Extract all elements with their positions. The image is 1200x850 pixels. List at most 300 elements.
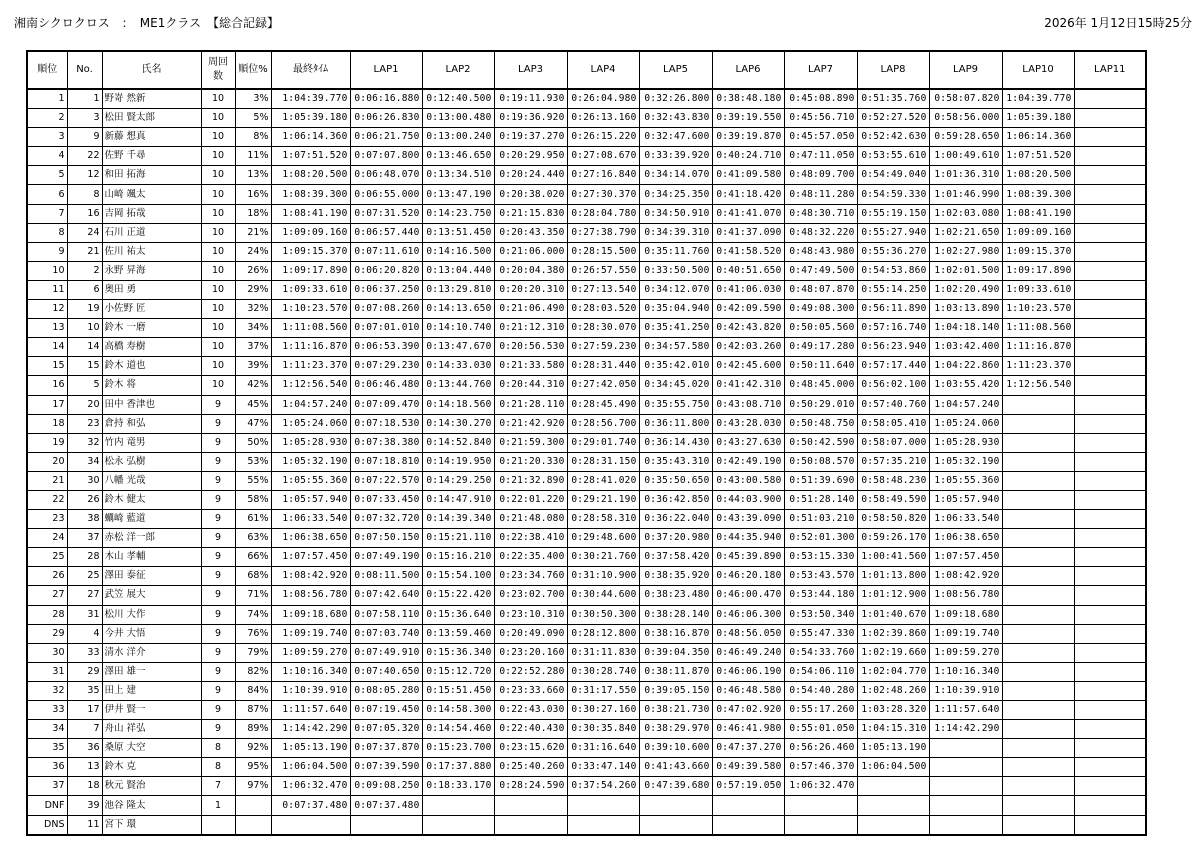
table-cell: 1:05:32.190 xyxy=(929,452,1002,471)
table-cell: 0:53:44.180 xyxy=(784,586,857,605)
table-cell: 0:55:47.330 xyxy=(784,624,857,643)
table-cell: 1:06:38.650 xyxy=(929,529,1002,548)
table-row xyxy=(27,204,1146,223)
table-cell: 0:21:20.330 xyxy=(494,452,567,471)
table-cell: 15 xyxy=(27,357,67,376)
table-cell xyxy=(1074,300,1146,319)
table-cell: 66% xyxy=(235,548,271,567)
table-cell: 8% xyxy=(235,128,271,147)
table-cell xyxy=(857,777,929,796)
table-cell: 0:53:15.330 xyxy=(784,548,857,567)
table-cell: 0:06:57.440 xyxy=(350,223,422,242)
table-cell: 95% xyxy=(235,758,271,777)
table-cell: 0:32:47.600 xyxy=(639,128,712,147)
table-cell: 9 xyxy=(201,529,235,548)
table-cell xyxy=(201,815,235,835)
table-cell: 0:25:40.260 xyxy=(494,758,567,777)
table-cell: 0:19:36.920 xyxy=(494,109,567,128)
table-cell: 0:14:16.500 xyxy=(422,242,494,261)
table-cell: 38 xyxy=(67,510,102,529)
table-cell: 澤田 雄一 xyxy=(102,662,201,681)
table-cell: 30 xyxy=(27,643,67,662)
table-cell xyxy=(1074,338,1146,357)
table-cell: 1 xyxy=(201,796,235,815)
table-row xyxy=(27,242,1146,261)
table-cell: 1:05:39.180 xyxy=(271,109,350,128)
table-cell: 0:31:16.640 xyxy=(567,739,639,758)
table-cell: 0:48:07.870 xyxy=(784,280,857,299)
table-cell: 1:10:16.340 xyxy=(271,662,350,681)
table-cell: 21% xyxy=(235,223,271,242)
table-cell: 1 xyxy=(67,89,102,109)
table-cell: 0:58:48.230 xyxy=(857,471,929,490)
table-cell xyxy=(1074,376,1146,395)
table-cell: 0:07:08.260 xyxy=(350,300,422,319)
table-cell: 0:29:01.740 xyxy=(567,433,639,452)
table-cell: 0:55:27.940 xyxy=(857,223,929,242)
table-cell: 1:05:24.060 xyxy=(929,414,1002,433)
table-cell: 0:38:16.870 xyxy=(639,624,712,643)
table-cell: 1:06:14.360 xyxy=(271,128,350,147)
table-cell: 松永 弘樹 xyxy=(102,452,201,471)
table-cell: 1:03:28.320 xyxy=(857,701,929,720)
table-cell: 0:52:01.300 xyxy=(784,529,857,548)
table-cell: 鈴木 一磨 xyxy=(102,319,201,338)
table-cell: 1:11:16.870 xyxy=(271,338,350,357)
table-cell xyxy=(1074,452,1146,471)
table-cell: 0:21:33.580 xyxy=(494,357,567,376)
table-cell xyxy=(1074,643,1146,662)
table-row xyxy=(27,147,1146,166)
table-row xyxy=(27,490,1146,509)
table-row xyxy=(27,433,1146,452)
table-cell: 16 xyxy=(67,204,102,223)
table-cell: 0:51:35.760 xyxy=(857,89,929,109)
table-cell: 0:58:07.820 xyxy=(929,89,1002,109)
table-cell: 0:56:02.100 xyxy=(857,376,929,395)
table-cell: 0:44:35.940 xyxy=(712,529,784,548)
table-cell: 1:03:42.400 xyxy=(929,338,1002,357)
table-cell: 4 xyxy=(27,147,67,166)
table-cell: 0:34:45.020 xyxy=(639,376,712,395)
table-cell: 0:07:22.570 xyxy=(350,471,422,490)
table-cell: 0:35:50.650 xyxy=(639,471,712,490)
table-cell: 0:55:36.270 xyxy=(857,242,929,261)
table-cell: 1:07:57.450 xyxy=(929,548,1002,567)
table-cell: 1:05:13.190 xyxy=(271,739,350,758)
column-header: 順位% xyxy=(235,51,271,89)
table-row xyxy=(27,681,1146,700)
table-cell: 0:07:49.910 xyxy=(350,643,422,662)
table-cell: 5 xyxy=(27,166,67,185)
table-cell: 0:31:17.550 xyxy=(567,681,639,700)
table-cell: 1:01:46.990 xyxy=(929,185,1002,204)
table-cell: 0:07:38.380 xyxy=(350,433,422,452)
table-cell: 0:30:28.740 xyxy=(567,662,639,681)
table-cell: 31 xyxy=(27,662,67,681)
table-cell: 0:13:44.760 xyxy=(422,376,494,395)
table-cell: 0:57:16.740 xyxy=(857,319,929,338)
table-cell xyxy=(567,815,639,835)
table-cell: 0:36:22.040 xyxy=(639,510,712,529)
table-cell xyxy=(235,815,271,835)
table-cell: 1 xyxy=(27,89,67,109)
table-cell: 桑原 大空 xyxy=(102,739,201,758)
table-cell: 0:42:09.590 xyxy=(712,300,784,319)
table-cell: 0:20:29.950 xyxy=(494,147,567,166)
table-cell: 0:46:41.980 xyxy=(712,720,784,739)
table-cell: 0:41:41.070 xyxy=(712,204,784,223)
table-cell: 1:02:04.770 xyxy=(857,662,929,681)
table-cell: 9 xyxy=(201,433,235,452)
column-header: LAP5 xyxy=(639,51,712,89)
column-header: LAP8 xyxy=(857,51,929,89)
table-cell: 9 xyxy=(201,471,235,490)
table-cell: 28 xyxy=(27,605,67,624)
table-cell: 10 xyxy=(27,261,67,280)
table-cell: 1:02:20.490 xyxy=(929,280,1002,299)
table-cell: 26 xyxy=(27,567,67,586)
table-cell: 0:07:18.530 xyxy=(350,414,422,433)
table-cell: 10 xyxy=(201,338,235,357)
table-cell: 1:01:12.900 xyxy=(857,586,929,605)
table-cell: 0:38:11.870 xyxy=(639,662,712,681)
table-cell: 11 xyxy=(27,280,67,299)
table-cell: 47% xyxy=(235,414,271,433)
column-header: LAP9 xyxy=(929,51,1002,89)
table-cell: 0:06:26.830 xyxy=(350,109,422,128)
table-row xyxy=(27,529,1146,548)
table-cell: 0:38:29.970 xyxy=(639,720,712,739)
table-cell: 32 xyxy=(27,681,67,700)
table-cell: 0:07:11.610 xyxy=(350,242,422,261)
table-cell: 0:34:57.580 xyxy=(639,338,712,357)
table-cell xyxy=(712,796,784,815)
table-cell: 6 xyxy=(67,280,102,299)
table-cell: 31 xyxy=(67,605,102,624)
table-cell xyxy=(1074,567,1146,586)
table-cell: 0:55:19.150 xyxy=(857,204,929,223)
table-cell: 0:45:39.890 xyxy=(712,548,784,567)
table-cell: 1:07:57.450 xyxy=(271,548,350,567)
table-cell: 0:21:59.300 xyxy=(494,433,567,452)
table-cell: 10 xyxy=(201,223,235,242)
table-cell xyxy=(1002,758,1074,777)
table-cell xyxy=(567,796,639,815)
table-cell: 0:42:45.600 xyxy=(712,357,784,376)
table-cell: 5 xyxy=(67,376,102,395)
table-cell: 11% xyxy=(235,147,271,166)
table-cell: 倉持 和弘 xyxy=(102,414,201,433)
table-cell: 9 xyxy=(201,586,235,605)
table-cell: 1:09:09.160 xyxy=(1002,223,1074,242)
table-cell xyxy=(1002,720,1074,739)
table-cell: 1:09:33.610 xyxy=(1002,280,1074,299)
table-cell: 0:23:34.760 xyxy=(494,567,567,586)
table-cell: 田上 建 xyxy=(102,681,201,700)
table-cell: 5% xyxy=(235,109,271,128)
table-cell: 1:02:19.660 xyxy=(857,643,929,662)
table-cell: 0:21:15.830 xyxy=(494,204,567,223)
table-cell: 0:20:43.350 xyxy=(494,223,567,242)
table-cell xyxy=(1074,128,1146,147)
table-cell: 0:23:10.310 xyxy=(494,605,567,624)
table-cell: 0:32:26.800 xyxy=(639,89,712,109)
table-cell: 0:34:50.910 xyxy=(639,204,712,223)
table-cell: 野嵜 然新 xyxy=(102,89,201,109)
table-cell: 1:06:32.470 xyxy=(784,777,857,796)
table-cell: 14 xyxy=(67,338,102,357)
table-cell xyxy=(350,815,422,835)
table-cell: 0:07:32.720 xyxy=(350,510,422,529)
table-cell: 0:46:00.470 xyxy=(712,586,784,605)
table-cell xyxy=(857,815,929,835)
table-cell xyxy=(712,815,784,835)
table-row xyxy=(27,357,1146,376)
table-cell: 16 xyxy=(27,376,67,395)
table-cell: 0:59:26.170 xyxy=(857,529,929,548)
table-row xyxy=(27,471,1146,490)
table-cell xyxy=(1074,204,1146,223)
table-cell: 0:27:30.370 xyxy=(567,185,639,204)
table-cell: 奥田 勇 xyxy=(102,280,201,299)
table-cell xyxy=(1074,319,1146,338)
table-cell: 0:54:06.110 xyxy=(784,662,857,681)
table-cell: 0:33:50.500 xyxy=(639,261,712,280)
table-cell: 0:46:49.240 xyxy=(712,643,784,662)
table-cell: 0:07:39.590 xyxy=(350,758,422,777)
table-cell: 14 xyxy=(27,338,67,357)
table-cell: 0:30:21.760 xyxy=(567,548,639,567)
table-cell: 13 xyxy=(67,758,102,777)
table-cell: 1:09:19.740 xyxy=(929,624,1002,643)
table-row xyxy=(27,662,1146,681)
table-cell: 0:23:20.160 xyxy=(494,643,567,662)
table-cell: 76% xyxy=(235,624,271,643)
table-cell: 28 xyxy=(67,548,102,567)
table-cell: 39 xyxy=(67,796,102,815)
table-cell: 1:04:39.770 xyxy=(271,89,350,109)
table-cell: 1:11:08.560 xyxy=(1002,319,1074,338)
table-cell xyxy=(1074,433,1146,452)
table-cell: 0:20:49.090 xyxy=(494,624,567,643)
table-cell: 0:06:21.750 xyxy=(350,128,422,147)
table-cell xyxy=(1002,624,1074,643)
document-title: 湘南シクロクロス ： ME1クラス 【総合記録】 xyxy=(14,16,279,30)
table-cell: 0:13:00.480 xyxy=(422,109,494,128)
table-cell: 0:14:30.270 xyxy=(422,414,494,433)
table-cell: 9 xyxy=(201,395,235,414)
table-cell: 37% xyxy=(235,338,271,357)
table-cell: 10 xyxy=(201,89,235,109)
table-cell: 1:08:56.780 xyxy=(929,586,1002,605)
table-cell xyxy=(1002,567,1074,586)
table-cell: 0:39:19.870 xyxy=(712,128,784,147)
table-cell: 秋元 賢治 xyxy=(102,777,201,796)
table-cell: 6 xyxy=(27,185,67,204)
table-cell: 1:06:33.540 xyxy=(929,510,1002,529)
table-cell: 9 xyxy=(27,242,67,261)
table-cell: 鈴木 将 xyxy=(102,376,201,395)
table-cell: 松田 賢太郎 xyxy=(102,109,201,128)
table-cell: 0:37:20.980 xyxy=(639,529,712,548)
table-cell: 9 xyxy=(67,128,102,147)
table-cell: 0:14:52.840 xyxy=(422,433,494,452)
table-row xyxy=(27,586,1146,605)
table-row xyxy=(27,510,1146,529)
table-cell: 0:21:28.110 xyxy=(494,395,567,414)
table-cell: 1:09:17.890 xyxy=(1002,261,1074,280)
table-cell: 0:51:39.690 xyxy=(784,471,857,490)
table-cell: 0:23:15.620 xyxy=(494,739,567,758)
table-cell: 0:07:37.480 xyxy=(271,796,350,815)
table-cell: 新藤 想真 xyxy=(102,128,201,147)
table-cell: 0:13:46.650 xyxy=(422,147,494,166)
table-cell: 53% xyxy=(235,452,271,471)
table-cell: 1:08:42.920 xyxy=(929,567,1002,586)
table-cell: 23 xyxy=(67,414,102,433)
table-cell: 石川 正道 xyxy=(102,223,201,242)
table-cell: 0:30:44.600 xyxy=(567,586,639,605)
table-cell: 0:15:54.100 xyxy=(422,567,494,586)
table-cell xyxy=(639,815,712,835)
table-cell: 1:08:42.920 xyxy=(271,567,350,586)
table-cell: 0:39:19.550 xyxy=(712,109,784,128)
table-cell: 0:34:14.070 xyxy=(639,166,712,185)
table-cell: 1:14:42.290 xyxy=(929,720,1002,739)
table-cell: 17 xyxy=(27,395,67,414)
table-cell: 0:53:50.340 xyxy=(784,605,857,624)
table-cell: 13% xyxy=(235,166,271,185)
table-cell: 1:06:04.500 xyxy=(857,758,929,777)
table-cell: 0:07:03.740 xyxy=(350,624,422,643)
table-cell: 18% xyxy=(235,204,271,223)
table-cell: 0:43:28.030 xyxy=(712,414,784,433)
table-cell: 山崎 颯太 xyxy=(102,185,201,204)
table-cell xyxy=(639,796,712,815)
table-cell: 0:52:42.630 xyxy=(857,128,929,147)
table-cell: 0:33:39.920 xyxy=(639,147,712,166)
table-cell: 68% xyxy=(235,567,271,586)
table-row xyxy=(27,815,1146,835)
table-cell: 0:17:37.880 xyxy=(422,758,494,777)
table-row xyxy=(27,720,1146,739)
table-cell: 0:22:01.220 xyxy=(494,490,567,509)
table-cell: 11 xyxy=(67,815,102,835)
table-cell: 1:05:28.930 xyxy=(929,433,1002,452)
table-cell: 0:41:18.420 xyxy=(712,185,784,204)
table-cell: 0:07:37.870 xyxy=(350,739,422,758)
table-cell: 蠣崎 藍道 xyxy=(102,510,201,529)
table-cell: 0:47:11.050 xyxy=(784,147,857,166)
table-cell: 0:34:12.070 xyxy=(639,280,712,299)
table-cell: 0:29:48.600 xyxy=(567,529,639,548)
table-cell: 0:51:28.140 xyxy=(784,490,857,509)
table-cell: 0:14:39.340 xyxy=(422,510,494,529)
table-cell: 1:01:36.310 xyxy=(929,166,1002,185)
table-cell: 0:13:47.670 xyxy=(422,338,494,357)
table-cell: 36 xyxy=(67,739,102,758)
table-cell xyxy=(494,796,567,815)
table-cell: 10 xyxy=(201,280,235,299)
table-cell: 0:45:56.710 xyxy=(784,109,857,128)
table-cell: 0:07:50.150 xyxy=(350,529,422,548)
table-cell: 0:06:16.880 xyxy=(350,89,422,109)
table-cell: 0:57:17.440 xyxy=(857,357,929,376)
table-row xyxy=(27,166,1146,185)
table-cell xyxy=(1002,510,1074,529)
table-cell: 0:28:31.440 xyxy=(567,357,639,376)
table-cell: 1:01:13.800 xyxy=(857,567,929,586)
table-cell: 12 xyxy=(27,300,67,319)
table-cell: 29% xyxy=(235,280,271,299)
table-cell xyxy=(1002,662,1074,681)
table-cell: 10 xyxy=(201,300,235,319)
table-cell: 3 xyxy=(27,128,67,147)
column-header: LAP3 xyxy=(494,51,567,89)
table-cell xyxy=(929,815,1002,835)
table-cell: 0:20:56.530 xyxy=(494,338,567,357)
table-cell: 35 xyxy=(67,681,102,700)
table-cell: 79% xyxy=(235,643,271,662)
table-cell: 10 xyxy=(67,319,102,338)
table-cell: 木山 孝輔 xyxy=(102,548,201,567)
table-cell xyxy=(1074,280,1146,299)
table-row xyxy=(27,739,1146,758)
table-cell: 0:07:09.470 xyxy=(350,395,422,414)
table-cell: 0:47:49.500 xyxy=(784,261,857,280)
column-header: No. xyxy=(67,51,102,89)
table-row xyxy=(27,452,1146,471)
table-cell: 1:05:32.190 xyxy=(271,452,350,471)
table-cell: 22 xyxy=(67,147,102,166)
table-cell: 84% xyxy=(235,681,271,700)
table-cell: 0:57:40.760 xyxy=(857,395,929,414)
table-cell: 0:56:11.890 xyxy=(857,300,929,319)
table-cell: 3 xyxy=(67,109,102,128)
table-cell: 1:05:57.940 xyxy=(929,490,1002,509)
table-cell: 宮下 環 xyxy=(102,815,201,835)
table-cell: 0:13:00.240 xyxy=(422,128,494,147)
table-cell: 34 xyxy=(67,452,102,471)
table-cell: 0:13:34.510 xyxy=(422,166,494,185)
table-cell: 0:36:42.850 xyxy=(639,490,712,509)
table-cell: 0:14:13.650 xyxy=(422,300,494,319)
table-cell: 22 xyxy=(27,490,67,509)
table-cell: 17 xyxy=(67,701,102,720)
table-cell: 27 xyxy=(67,586,102,605)
table-cell: 0:47:37.270 xyxy=(712,739,784,758)
table-cell: 0:22:52.280 xyxy=(494,662,567,681)
table-cell: 1:14:42.290 xyxy=(271,720,350,739)
table-cell: 0:54:59.330 xyxy=(857,185,929,204)
column-header: LAP2 xyxy=(422,51,494,89)
table-cell: 10 xyxy=(201,185,235,204)
table-cell: 0:56:23.940 xyxy=(857,338,929,357)
table-cell: 9 xyxy=(201,643,235,662)
table-cell xyxy=(1074,414,1146,433)
table-cell: 2 xyxy=(67,261,102,280)
table-cell: 0:43:00.580 xyxy=(712,471,784,490)
table-row xyxy=(27,89,1146,109)
table-cell: 4 xyxy=(67,624,102,643)
table-cell: 1:10:23.570 xyxy=(271,300,350,319)
table-cell xyxy=(1074,796,1146,815)
table-cell: 0:28:41.020 xyxy=(567,471,639,490)
table-cell: 永野 昇海 xyxy=(102,261,201,280)
table-row xyxy=(27,338,1146,357)
table-cell: 1:09:18.680 xyxy=(271,605,350,624)
